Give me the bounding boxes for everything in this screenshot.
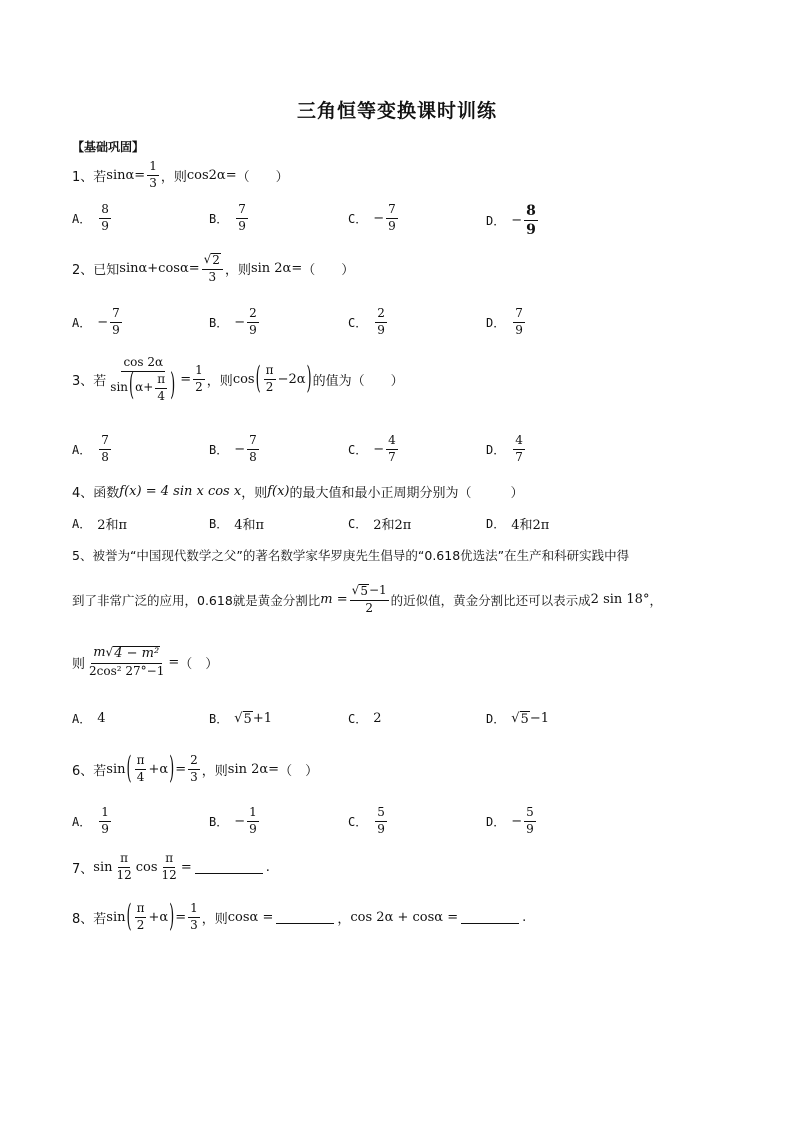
denominator: 12 [116,867,132,882]
answer-paren: （ ） [279,763,319,779]
fraction [236,203,248,234]
math-equals: = [168,654,180,670]
denominator: 4 [157,388,166,403]
question-text: 的最大值和最小正周期分别为（ ） [289,486,524,501]
fraction [513,434,525,465]
option-d[interactable] [486,203,540,238]
question-3 [72,356,404,403]
option-d[interactable] [486,710,549,727]
option-label: A． [72,315,92,330]
option-d[interactable] [486,307,527,338]
denominator: 4 [136,769,145,784]
denominator: 9 [377,322,385,337]
question-text: . [522,909,527,925]
sign: − [373,210,385,226]
denominator: 9 [526,821,534,836]
option-b[interactable] [209,434,261,465]
math-expr: +α [148,909,169,925]
denominator: 9 [377,821,385,836]
numerator [91,646,162,664]
math-expr: cos 2α + cosα = [350,909,459,925]
fraction [524,806,536,837]
denominator: 7 [388,449,396,464]
question-text: 若 [93,763,107,779]
math-equals: = [225,167,237,183]
option-text: 2和2π [373,518,412,533]
denominator: 9 [249,322,257,337]
fraction [247,806,259,837]
answer-blank-2[interactable] [461,911,519,924]
math-expr: f(x) = 4 sin x cos x [119,484,242,499]
option-c[interactable] [348,307,389,338]
denominator: 7 [515,449,523,464]
numerator: 8 [99,203,111,219]
math-expr: m [93,645,106,660]
option-label: B． [209,315,229,330]
question-text: ，则 [201,763,228,779]
numerator: 1 [247,806,259,822]
denominator: 9 [526,222,536,239]
question-text: ，则 [241,486,268,501]
numerator: π [163,852,175,868]
denominator: 9 [515,322,523,337]
denominator: 2 [195,380,203,395]
denominator [108,367,178,404]
answer-paren: （ ） [302,263,355,279]
radicand: 5 [243,711,252,727]
option-label: C． [348,814,368,829]
denominator: 3 [190,769,198,784]
numerator: 2 [188,754,200,770]
option-text: 4和π [234,518,265,533]
option-label: B． [209,517,229,531]
numerator: 1 [188,902,200,918]
cos-func: cos [232,372,255,388]
denominator: 3 [149,175,157,190]
denominator: 2 [265,380,274,395]
question-5-line-3 [72,646,218,679]
sqrt: √ 5 [511,710,529,727]
sqrt: √ 2 [203,252,220,267]
denominator: 9 [101,218,109,233]
option-a[interactable] [72,307,124,338]
denominator: 9 [238,218,246,233]
sign: − [511,813,523,829]
paren-open: ( [126,751,132,788]
fraction [135,902,147,933]
fraction [155,373,167,404]
question-5-line-1: 5、被誉为“中国现代数学之父”的著名数学家华罗庚先生倡导的“0.618优选法”在生产和科研实践中得 [72,548,630,563]
math-equals: = [180,859,192,875]
denominator: 3 [208,269,217,284]
option-label: D． [486,517,506,531]
numerator: 1 [193,364,205,380]
radicand: 4 − m² [114,646,160,661]
question-text: ， [649,592,662,608]
sin-func: sin [110,380,129,395]
paren-close: ) [306,361,312,398]
math-expr: sinα [106,167,135,183]
section-heading: 【基础巩固】 [72,140,145,154]
sign: − [97,314,109,330]
sin-func: sin [93,859,113,875]
option-label: C． [348,442,368,457]
numerator: π [264,364,276,380]
question-text: ，则 [224,263,251,279]
sin-func: sin [106,761,126,777]
numerator: 1 [147,160,159,176]
fraction [350,584,389,616]
option-a[interactable] [72,434,113,465]
question-1 [72,160,289,191]
denominator: 3 [190,917,198,932]
numerator: 7 [247,434,259,450]
option-label: D． [486,814,506,829]
math-expr: +α [148,761,169,777]
math-expr: α+ [135,380,154,395]
denominator: 8 [101,449,109,464]
numerator: π [135,754,147,770]
numerator: 1 [99,806,111,822]
denominator: 12 [161,867,177,882]
math-equals: = [180,372,192,388]
option-label: D． [486,442,506,457]
denominator: 9 [112,322,120,337]
question-number: 3、 [72,374,94,390]
fraction [247,434,259,465]
numerator: 7 [386,203,398,219]
numerator: 4 [513,434,525,450]
numerator [350,584,389,601]
fraction [386,203,398,234]
numerator: π [118,852,130,868]
option-a[interactable] [72,203,113,234]
paren-open: ( [255,361,261,398]
sign: − [234,813,246,829]
math-expr: sinα+cosα [119,261,189,277]
fraction [87,646,166,679]
question-8 [72,899,527,936]
question-number: 2、 [72,263,94,279]
fraction [99,434,111,465]
question-text: 则 [72,656,86,672]
answer-blank[interactable] [195,861,263,874]
option-d[interactable] [486,514,549,533]
numerator: 8 [524,203,538,221]
question-text: . [265,859,270,875]
option-b[interactable] [209,514,264,533]
option-b[interactable] [209,203,250,234]
radicand: 5 [520,711,529,727]
math-expr: sin 2α [250,261,292,277]
denominator: 8 [249,449,257,464]
question-text: 函数 [93,486,120,501]
option-text: 4 [97,711,106,726]
option-text: 2和π [97,518,128,533]
option-label: C． [348,517,368,531]
question-number: 4、 [72,486,94,501]
option-a[interactable] [72,514,127,533]
option-d[interactable] [486,806,538,837]
fraction [99,203,111,234]
answer-paren: 的值为（ ） [312,374,404,390]
numerator [202,253,223,270]
fraction [99,806,111,837]
option-c[interactable] [348,710,382,727]
fraction [386,434,398,465]
option-label: B． [209,211,229,226]
question-text: ， [337,911,351,927]
math-expr: cosα = [227,909,274,925]
option-label: A． [72,712,92,726]
radicand: 2 [212,253,220,267]
numerator: 2 [375,307,387,323]
fraction [188,754,200,785]
option-label: C． [348,315,368,330]
paren-close: ) [169,751,175,788]
numerator: 2 [247,307,259,323]
question-text: ，则 [206,374,233,390]
fraction [147,160,159,191]
math-expr: m = [320,592,348,608]
sign: − [234,314,246,330]
math-expr: −1 [529,711,549,726]
fraction [375,307,387,338]
question-6 [72,751,319,788]
sign: − [234,441,246,457]
option-label: C． [348,712,368,726]
option-label: D． [486,214,506,229]
answer-blank-1[interactable] [276,911,334,924]
fraction [110,307,122,338]
question-number: 1、 [72,169,94,185]
cos-func: cos [135,859,158,875]
option-c[interactable] [348,514,411,533]
question-text: 若 [93,374,107,390]
question-text: 若 [93,169,107,185]
fraction [375,806,387,837]
denominator: 2 [365,600,373,615]
question-5-line-2 [72,584,662,616]
fraction [524,203,538,238]
question-text: 到了非常广泛的应用，0.618就是黄金分割比 [72,592,321,608]
page-title: 三角恒等变换课时训练 [296,100,497,122]
answer-paren: （ ） [179,656,219,672]
numerator: π [155,373,167,389]
paren-close: ) [170,367,176,404]
option-label: A． [72,517,92,531]
sqrt: √ 4 − m² [105,645,160,661]
fraction [264,364,276,395]
option-b[interactable] [209,710,272,727]
question-number: 8、 [72,911,94,927]
option-a[interactable] [72,710,106,727]
option-c[interactable] [348,203,400,234]
sin-func: sin [106,909,126,925]
math-expr: f(x) [267,484,290,499]
question-4 [72,482,524,501]
option-c[interactable] [348,434,400,465]
option-label: A． [72,211,92,226]
fraction [247,307,259,338]
question-number: 7、 [72,861,94,877]
numerator: 7 [99,434,111,450]
denominator: 9 [388,218,396,233]
answer-paren: （ ） [236,169,289,185]
denominator: 9 [101,821,109,836]
numerator: 4 [386,434,398,450]
math-equals: = [175,909,187,925]
numerator: π [135,902,147,918]
option-label: D． [486,315,506,330]
math-equals: = [175,761,187,777]
option-label: B． [209,814,229,829]
option-label: B． [209,442,229,457]
fraction [160,852,179,883]
option-label: A． [72,814,92,829]
option-b[interactable] [209,307,261,338]
math-equals: = [291,261,303,277]
paren-open: ( [129,367,135,404]
math-expr: +1 [252,711,272,726]
option-text: 2 [373,711,382,726]
numerator: cos 2α [121,356,165,372]
sign: − [373,441,385,457]
paren-close: ) [169,899,175,936]
sqrt: √ 5 [234,710,252,727]
math-equals: = [268,761,280,777]
question-7 [72,852,270,883]
option-label: A． [72,442,92,457]
question-number: 6、 [72,763,94,779]
question-text: 若 [93,911,107,927]
option-d[interactable] [486,434,527,465]
option-b[interactable] [209,806,261,837]
denominator: 2 [136,917,145,932]
option-c[interactable] [348,806,389,837]
math-equals: = [188,261,200,277]
math-expr: sin 2α [227,761,269,777]
question-text: 的近似值，黄金分割比还可以表示成 [390,592,591,608]
question-text: 已知 [93,263,120,279]
fraction [193,364,205,395]
numerator: 5 [375,806,387,822]
option-label: B． [209,712,229,726]
numerator: 7 [236,203,248,219]
sign: − [511,213,523,229]
option-label: C． [348,211,368,226]
math-expr: −1 [368,583,387,597]
fraction [114,852,133,883]
fraction [135,754,147,785]
question-2 [72,253,354,285]
option-label: D． [486,712,506,726]
sqrt: √ 5 [351,583,368,598]
paren-open: ( [126,899,132,936]
question-text: ，则 [160,169,187,185]
math-expr: 2 sin 18° [590,592,650,608]
math-expr: cos2α [186,167,226,183]
question-text: ，则 [201,911,228,927]
option-text: 4和2π [511,518,550,533]
math-expr: −2α [277,372,306,388]
denominator: 2cos² 27°−1 [89,663,165,678]
denominator: 9 [249,821,257,836]
fraction [108,356,178,403]
fraction [513,307,525,338]
radicand: 5 [360,584,368,598]
math-equals: = [134,167,146,183]
numerator: 7 [513,307,525,323]
option-a[interactable] [72,806,113,837]
numerator: 5 [524,806,536,822]
fraction [188,902,200,933]
numerator: 7 [110,307,122,323]
fraction [202,253,223,285]
